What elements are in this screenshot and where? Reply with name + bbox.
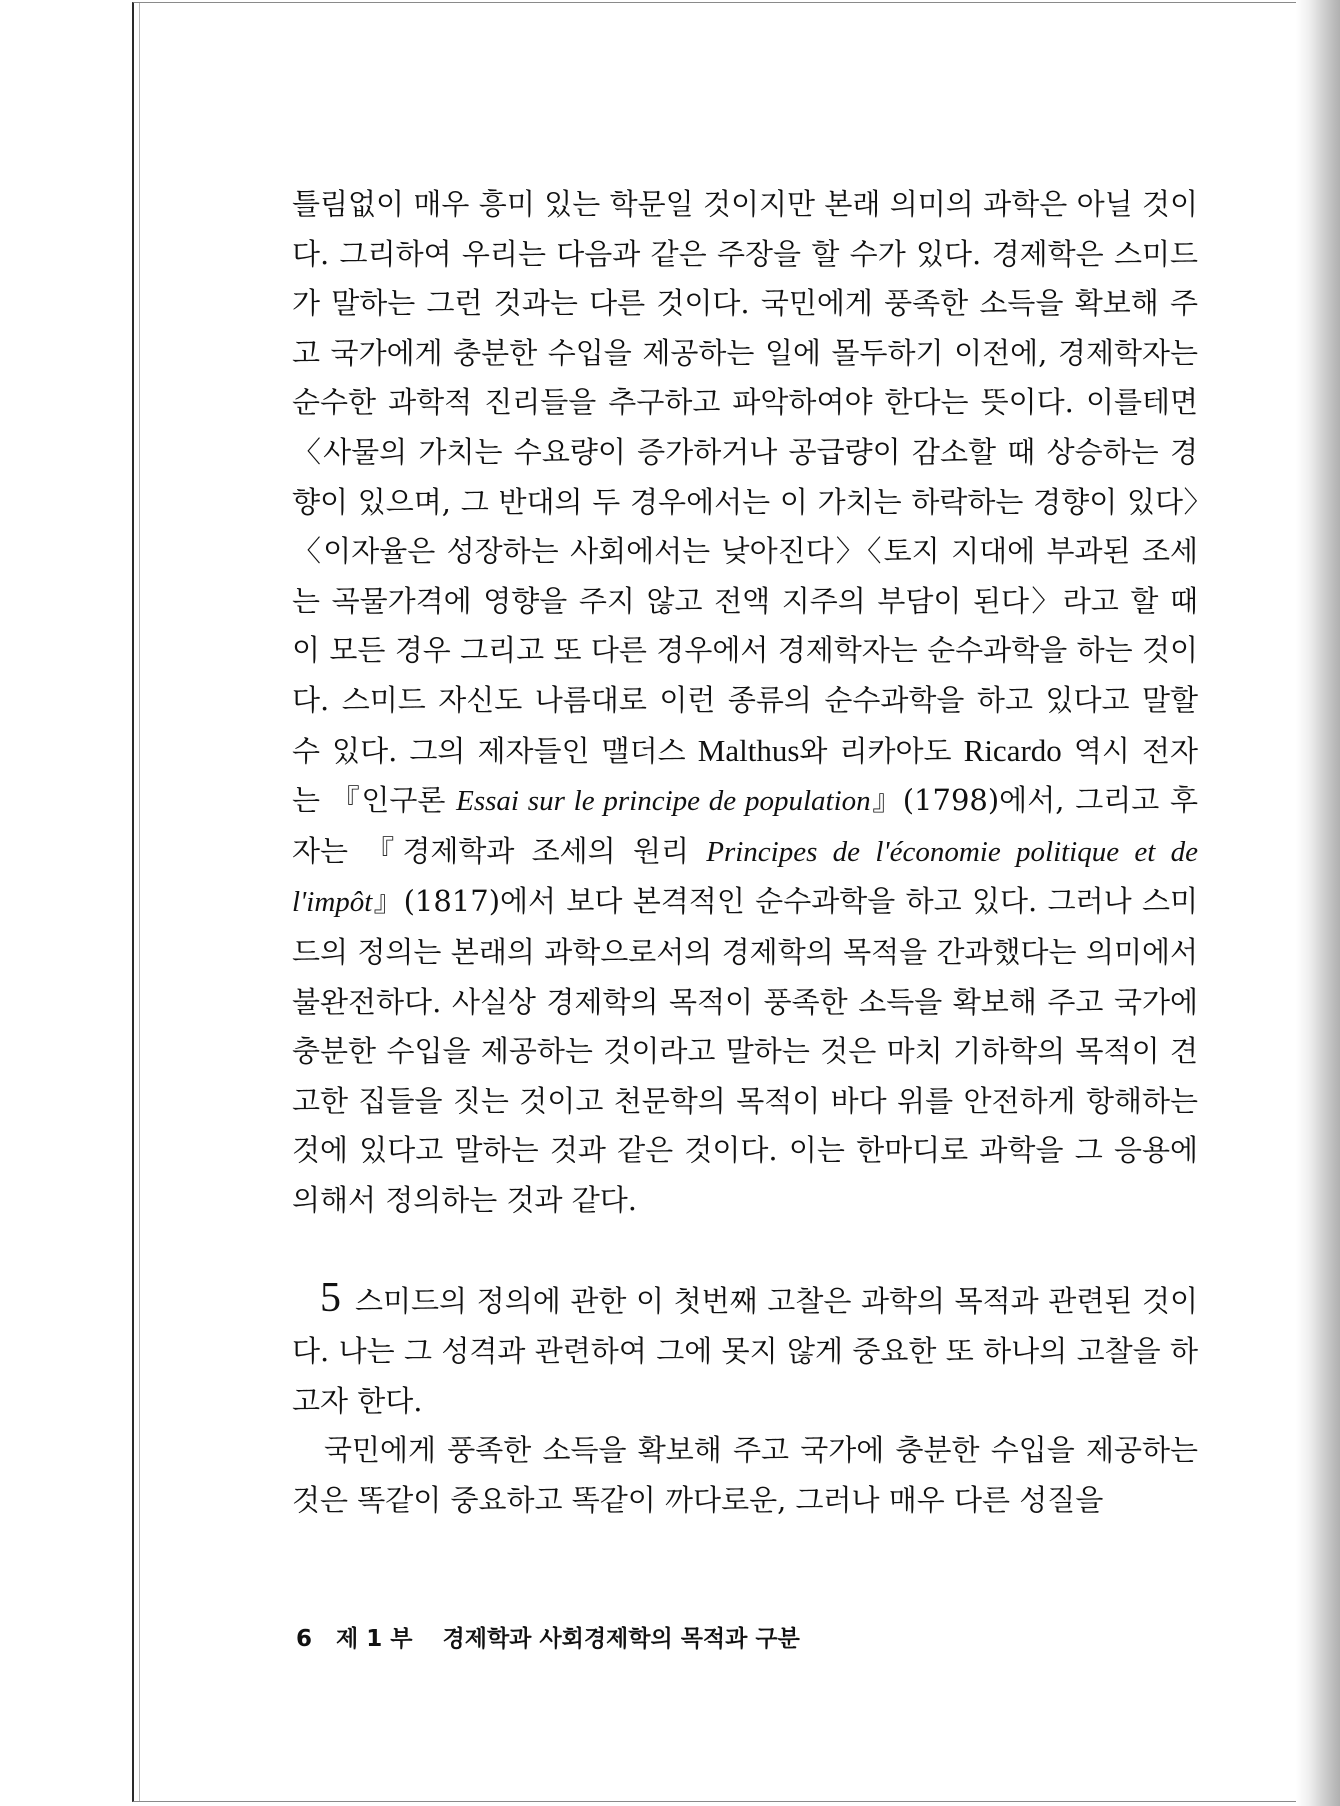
paragraph-text: 틀림없이 매우 흥미 있는 학문일 것이지만 본래 의미의 과학은 아닐 것이다. 그리하여 우리는 다음과 같은 주장을 할 수가 있다. 경제학은 스미드가 말하는 그런 것과는 다른 것이다. 국민에게 풍족한 소득을 확보해 주고 국가에게 충분한 수입을 제공하는 일에 몰두하기 이전에, 경제학자는 순수한 과학적 진리들을 추구하고 파악하여야 한다는 뜻이다. 이를테면 〈사물의 가치는 수요량이 증가하거나 공급량이 감소할 때 상승하는 경향이 있으며, 그 반대의 두 경우에서는 이 가치는 하락하는 경향이 있다〉〈이자율은 성장하는 사회에서는 낮아진다〉〈토지 지대에 부과된 조세는 곡물가격에 영향을 주지 않고 전액 지주의 부담이 된다〉라고 할 때 이 모든 경우 그리고 또 다른 경우에서 경제학자는 순수과학을 하는 것이다. 스미드 자신도 나름대로 이런 종류의 순수과학을 하고 있다고 말할 수 있다. 그의 제자들인 맬더스	[292, 187, 1198, 768]
part-title: 경제학과 사회경제학의 목적과 구분	[442, 1626, 800, 1652]
paragraph-section-5	[292, 1277, 1198, 1426]
paragraph-text: 스미드의 정의에 관한 이 첫번째 고찰은 과학의 목적과 관련된 것이다. 나는 그 성격과 관련하여 그에 못지 않게 중요한 또 하나의 고찰을 하고자 한다.	[292, 1284, 1198, 1418]
name-malthus: Malthus	[697, 732, 800, 768]
paragraph-text: 국민에게 풍족한 소득을 확보해 주고 국가에 충분한 수입을 제공하는 것은 똑같이 중요하고 똑같이 까다로운, 그러나 매우 다른 성질을	[292, 1433, 1198, 1517]
page-number: 6	[296, 1626, 313, 1652]
name-ricardo: Ricardo	[963, 732, 1062, 768]
page-right-shadow	[1296, 0, 1340, 1806]
paragraph-text: 역시 전자는 『인구론	[292, 733, 1198, 818]
viewer-background	[0, 0, 132, 1806]
paragraph-text: 와 리카아도	[799, 733, 964, 768]
paragraph	[292, 180, 1198, 1225]
book-title-principes: Principes de l'économie politique et de l'impôt	[292, 835, 1199, 919]
paragraph-text: 』(1817)에서 보다 본격적인 순수과학을 하고 있다. 그러나 스미드의 정의는 본래의 과학으로서의 경제학의 목적을 간과했다는 의미에서 불완전하다. 사실상 경제학의 목적이 풍족한 소득을 확보해 주고 국가에 충분한 수입을 제공하는 것이라고 말하는 것은 마치 기하학의 목적이 견고한 집들을 짓는 것이고 천문학의 목적이 바다 위를 안전하게 항해하는 것에 있다고 말하는 것과 같은 것이다. 이는 한마디로 과학을 그 응용에 의해서 정의하는 것과 같다.	[292, 884, 1198, 1217]
page-edge-line	[139, 3, 140, 1801]
paragraph-text: 』(1798)에서, 그리고 후자는 『경제학과 조세의 원리	[292, 783, 1199, 868]
paragraph	[292, 1426, 1198, 1525]
body-text	[292, 180, 1198, 1525]
section-number: 5	[320, 1275, 341, 1322]
page-footer	[296, 1620, 800, 1653]
part-label: 제 1 부	[336, 1626, 413, 1652]
book-title-essai: Essai sur le principe de population	[456, 785, 871, 818]
